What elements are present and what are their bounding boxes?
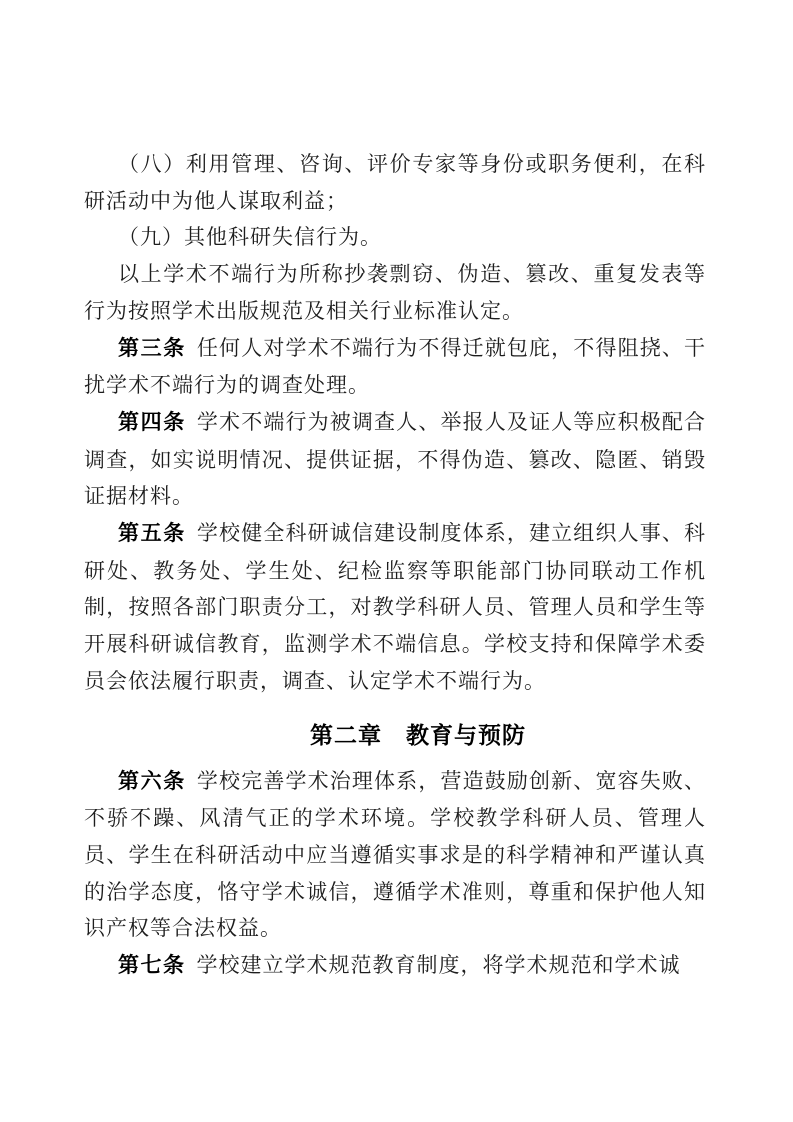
paragraph [84,404,706,515]
paragraph-text: 学术不端行为被调查人、举报人及证人等应积极配合调查，如实说明情况、提供证据，不得伪造、篡改、隐匿、销毁证据材料。 [84,409,706,509]
paragraph [84,219,706,256]
article-number: 第四条 [118,410,186,434]
paragraph-text: （九）其他科研失信行为。 [118,225,382,250]
paragraph [84,947,706,985]
paragraph [84,515,706,700]
paragraph-text: 学校建立学术规范教育制度，将学术规范和学术诚 [196,953,681,978]
paragraph [84,330,706,404]
chapter-heading: 第二章 教育与预防 [310,721,526,748]
article-number: 第六条 [118,769,186,793]
article-number: 第三条 [118,336,186,360]
paragraph-text: 学校完善学术治理体系，营造鼓励创新、宽容失败、不骄不躁、风清气正的学术环境。学校教学科研人员、管理人员、学生在科研活动中应当遵循实事求是的科学精神和严谨认真的治学态度，恪守学术诚信，遵循学术准则，尊重和保护他人知识产权等合法权益。 [84,768,706,941]
paragraph [84,763,706,948]
article-number: 第七条 [118,954,186,978]
paragraph-text: （八）利用管理、咨询、评价专家等身份或职务便利，在科研活动中为他人谋取利益； [84,152,706,213]
paragraph-text: 任何人对学术不端行为不得迁就包庇，不得阻挠、干扰学术不端行为的调查处理。 [84,335,706,398]
article-number: 第五条 [118,522,186,546]
document-content [84,146,706,985]
paragraph [84,256,706,329]
paragraph-text: 以上学术不端行为所称抄袭剽窃、伪造、篡改、重复发表等行为按照学术出版规范及相关行业标准认定。 [84,262,706,323]
paragraph [84,146,706,219]
paragraph-text: 学校健全科研诚信建设制度体系，建立组织人事、科研处、教务处、学生处、纪检监察等职能部门协同联动工作机制，按照各部门职责分工，对教学科研人员、管理人员和学生等开展科研诚信教育，监测学术不端信息。学校支持和保障学术委员会依法履行职责，调查、认定学术不端行为。 [84,521,706,693]
